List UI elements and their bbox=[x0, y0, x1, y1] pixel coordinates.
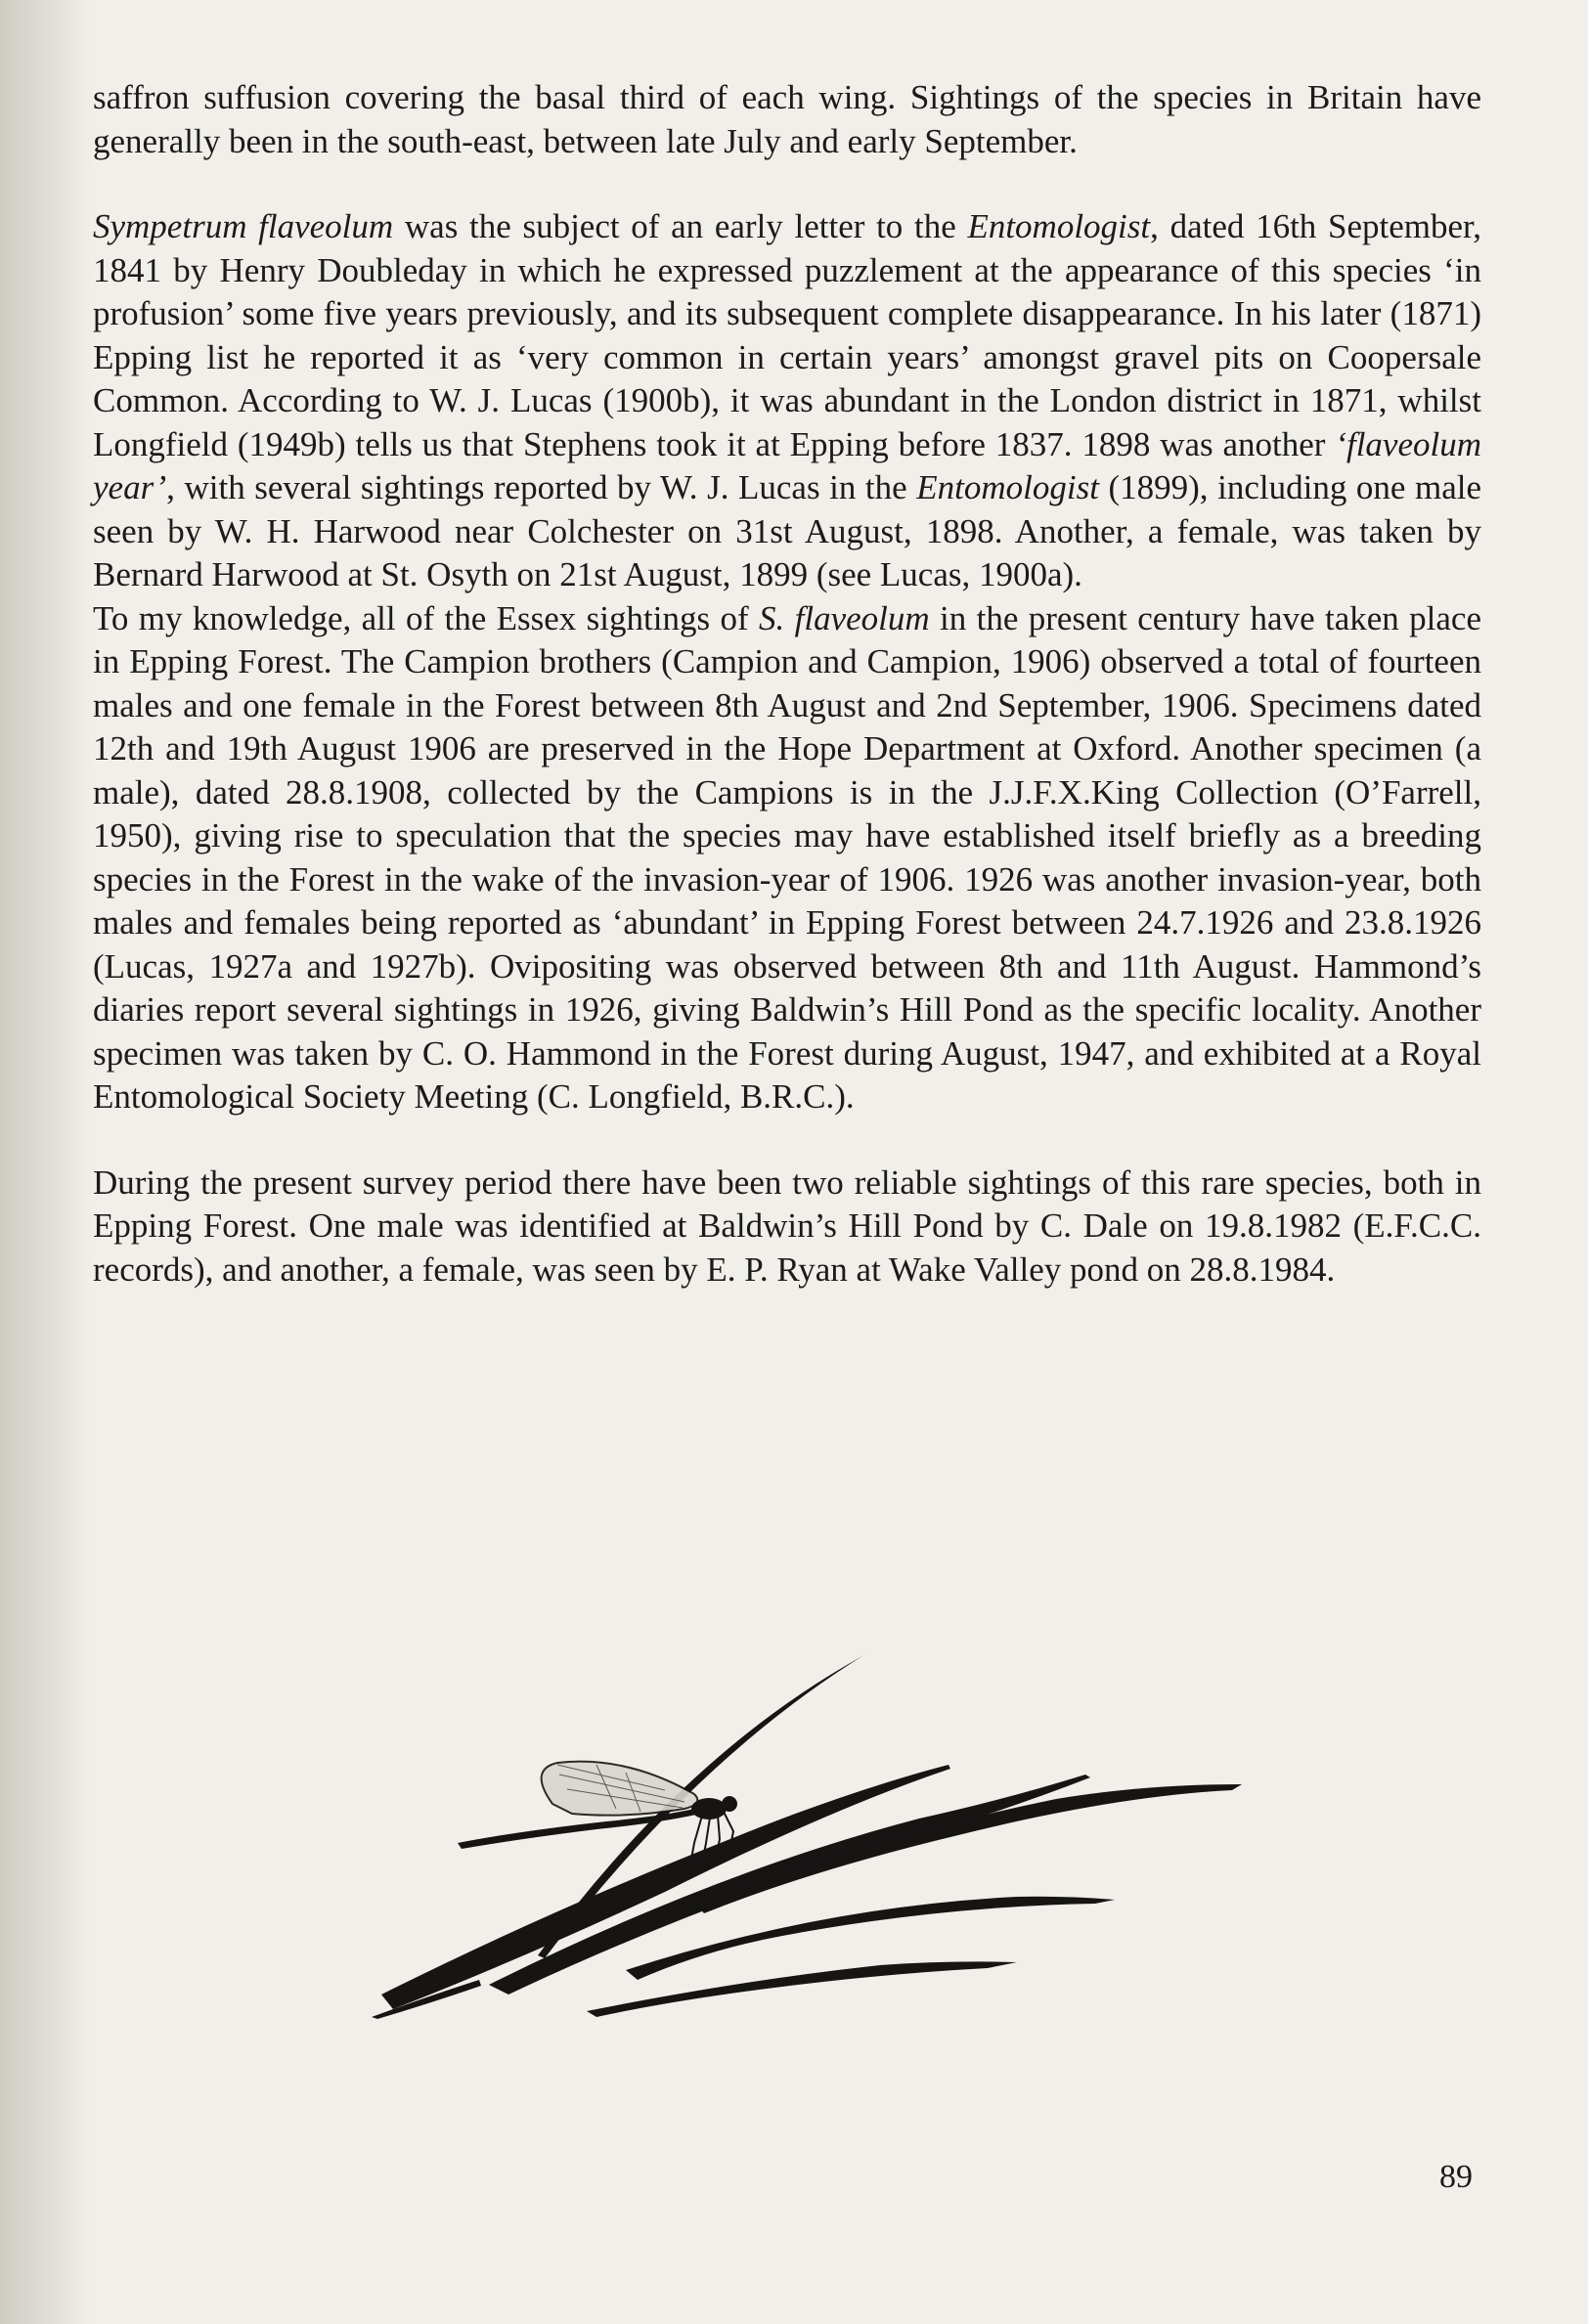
damselfly-thorax bbox=[691, 1798, 727, 1820]
damselfly-on-reeds-illustration bbox=[372, 1608, 1271, 2019]
species-name: Sympetrum flaveolum bbox=[93, 207, 394, 245]
damselfly-icon bbox=[458, 1762, 737, 1864]
paragraph-4: During the present survey period there have been two reliable sightings of this rare species, both in Epping Forest. One male was identified at Baldwin’s Hill Pond by C. Dale on 19.8.1982 (E.F.C.C. records), and another, a female, was seen by E. P. Ryan at Wake Valley pond on 28.8.1984. bbox=[93, 1162, 1481, 1289]
gutter-shadow bbox=[0, 0, 93, 2324]
reed-blade-long bbox=[694, 1784, 1242, 1913]
flaveolum-year: ‘flaveolum year’ bbox=[93, 424, 1481, 506]
journal-title: Entomologist bbox=[916, 468, 1099, 506]
body-text bbox=[93, 76, 1481, 1292]
paragraph-3: To my knowledge, all of the Essex sightings of S. flaveolum in the present century have taken place in Epping Forest. The Campion brothers (Campion and Campion, 1906) observed a total of fourteen males and one female in the Forest between 8th August and 2nd September, 1906. Specimens dated 12th and 19th August 1906 are preserved in the Hope Department at Oxford. Another specimen (a male), dated 28.8.1908, collected by the Campions is in the J.J.F.X.King Collection (O’Farrell, 1950), giving rise to speculation that the species may have established itself briefly as a breeding species in the Forest in the wake of the invasion-year of 1906. 1926 was another invasion-year, both males and females being reported as ‘abundant’ in Epping Forest between 24.7.1926 and 23.8.1926 (Lucas, 1927a and 1927b). Ovipositing was observed between 8th and 11th August. Hammond’s diaries report several sightings in 1926, giving Baldwin’s Hill Pond as the specific locality. Another specimen was taken by C. O. Hammond in the Forest during August, 1947, and exhibited at a Royal Entomological Society Meeting (C. Longfield, B.R.C.). bbox=[93, 598, 1481, 1116]
species-name-abbrev: S. flaveolum bbox=[759, 598, 930, 637]
damselfly-head bbox=[722, 1796, 737, 1812]
page-number: 89 bbox=[1439, 2159, 1473, 2195]
paragraph-1: saffron suffusion covering the basal third of each wing. Sightings of the species in Britain have generally been in the south-east, between late July and early September. bbox=[93, 78, 1481, 160]
journal-title: Entomologist bbox=[967, 207, 1151, 245]
paragraph-2: Sympetrum flaveolum was the subject of an early letter to the Entomologist, dated 16th September, 1841 by Henry Doubleday in which he expressed puzzlement at the appearance of this species ‘in profusion’ some five years previously, and its subsequent complete disappearance. In his later (1871) Epping list he reported it as ‘very common in certain years’ amongst gravel pits on Coopersale Common. According to W. J. Lucas (1900b), it was abundant in the London district in 1871, whilst Longfield (1949b) tells us that Stephens took it at Epping before 1837. 1898 was another ‘flaveolum year’, with several sightings reported by W. J. Lucas in the Entomologist (1899), including one male seen by W. H. Harwood near Colchester on 31st August, 1898. Another, a female, was taken by Bernard Harwood at St. Osyth on 21st August, 1899 (see Lucas, 1900a). bbox=[93, 207, 1482, 593]
damselfly-wing bbox=[542, 1762, 698, 1816]
